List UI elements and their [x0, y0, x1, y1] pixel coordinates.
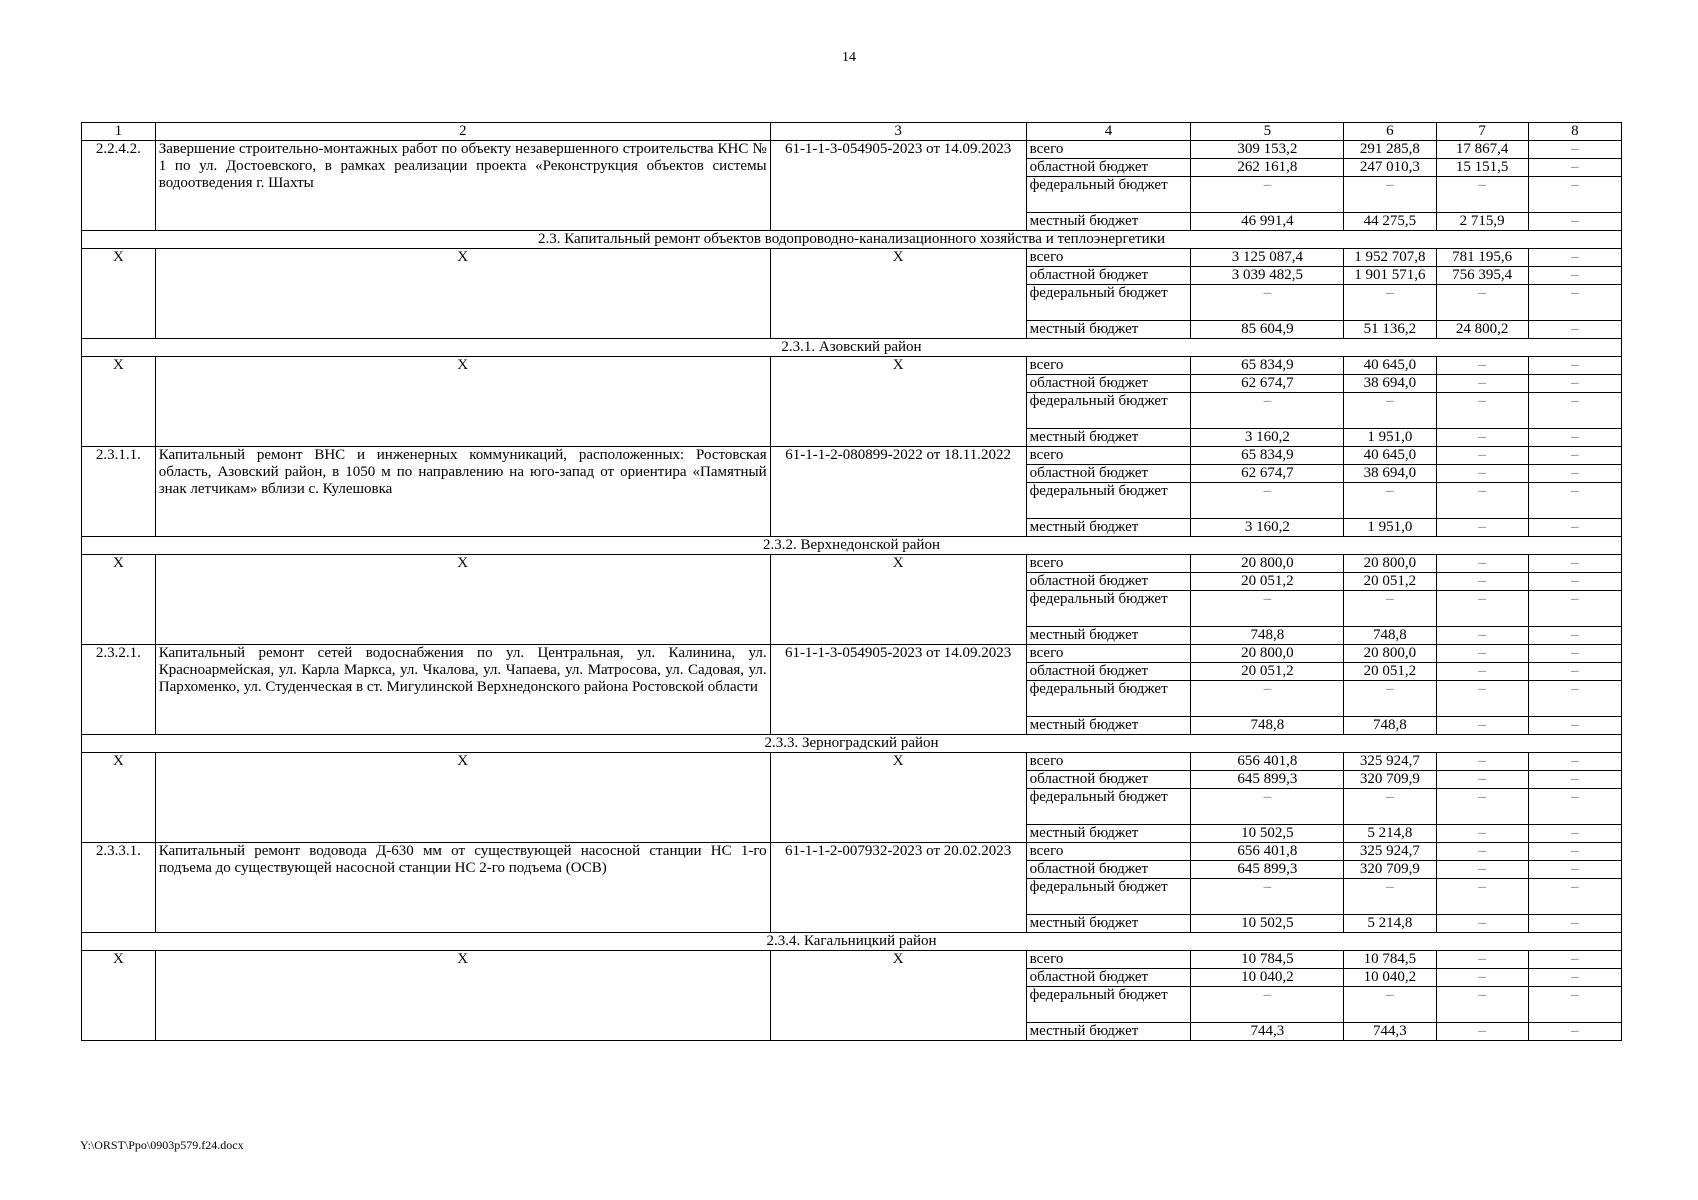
table-row	[82, 555, 1622, 573]
value-cell: 1 901 571,6	[1344, 267, 1436, 285]
value-cell: –	[1528, 519, 1621, 537]
item-registration: Х	[770, 555, 1026, 645]
value-cell: –	[1436, 825, 1528, 843]
value-cell: –	[1528, 267, 1621, 285]
value-cell: 62 674,7	[1191, 465, 1344, 483]
item-registration: 61-1-1-3-054905-2023 от 14.09.2023	[770, 141, 1026, 231]
item-registration: Х	[770, 753, 1026, 843]
value-cell: –	[1436, 915, 1528, 933]
value-cell: –	[1191, 879, 1344, 915]
value-cell: –	[1528, 591, 1621, 627]
value-cell: 46 991,4	[1191, 213, 1344, 231]
value-cell: 656 401,8	[1191, 843, 1344, 861]
value-cell: –	[1528, 645, 1621, 663]
funding-source: областной бюджет	[1026, 573, 1191, 591]
value-cell: 247 010,3	[1344, 159, 1436, 177]
value-cell: –	[1436, 789, 1528, 825]
value-cell: –	[1344, 987, 1436, 1023]
value-cell: 10 502,5	[1191, 825, 1344, 843]
item-number: 2.2.4.2.	[82, 141, 156, 231]
value-cell: 325 924,7	[1344, 843, 1436, 861]
item-number: Х	[82, 357, 156, 447]
item-name: Завершение строительно-монтажных работ по объекту незавершенного строительства КНС № 1 по ул. Достоевского, в рамках реализации проекта «Реконструкция объектов системы водоотведения г. Шахты	[155, 141, 770, 231]
funding-source: местный бюджет	[1026, 429, 1191, 447]
funding-source: областной бюджет	[1026, 969, 1191, 987]
value-cell: –	[1528, 555, 1621, 573]
item-number: Х	[82, 249, 156, 339]
section-title: 2.3.4. Кагальницкий район	[82, 933, 1622, 951]
value-cell: 645 899,3	[1191, 861, 1344, 879]
value-cell: –	[1528, 447, 1621, 465]
value-cell: 24 800,2	[1436, 321, 1528, 339]
value-cell: 38 694,0	[1344, 375, 1436, 393]
table-row	[82, 645, 1622, 663]
value-cell: 1 951,0	[1344, 519, 1436, 537]
funding-source: всего	[1026, 843, 1191, 861]
item-name: Капитальный ремонт ВНС и инженерных коммуникаций, расположенных: Ростовская область, Азовский район, в 1050 м по направлению на юго-запад от ориентира «Памятный знак летчикам» вблизи с. Кулешовка	[155, 447, 770, 537]
value-cell: 645 899,3	[1191, 771, 1344, 789]
value-cell: –	[1191, 177, 1344, 213]
value-cell: –	[1436, 969, 1528, 987]
item-name: Капитальный ремонт водовода Д-630 мм от существующей насосной станции НС 1-го подъема до существующей насосной станции НС 2-го подъема (ОСВ)	[155, 843, 770, 933]
value-cell: –	[1528, 141, 1621, 159]
table-row	[82, 141, 1622, 159]
item-name: Х	[155, 555, 770, 645]
value-cell: –	[1528, 681, 1621, 717]
funding-source: всего	[1026, 645, 1191, 663]
funding-source: областной бюджет	[1026, 861, 1191, 879]
section-title: 2.3.2. Верхнедонской район	[82, 537, 1622, 555]
value-cell: 62 674,7	[1191, 375, 1344, 393]
item-registration: Х	[770, 249, 1026, 339]
column-number-cell: 4	[1026, 123, 1191, 141]
value-cell: –	[1528, 573, 1621, 591]
value-cell: –	[1528, 861, 1621, 879]
value-cell: –	[1528, 393, 1621, 429]
table-row	[82, 753, 1622, 771]
funding-source: всего	[1026, 249, 1191, 267]
value-cell: 3 039 482,5	[1191, 267, 1344, 285]
value-cell: –	[1344, 591, 1436, 627]
section-row	[82, 735, 1622, 753]
value-cell: 10 502,5	[1191, 915, 1344, 933]
value-cell: –	[1344, 177, 1436, 213]
page-number: 14	[842, 50, 856, 65]
value-cell: –	[1436, 861, 1528, 879]
column-number-cell: 7	[1436, 123, 1528, 141]
funding-source: областной бюджет	[1026, 159, 1191, 177]
value-cell: 1 952 707,8	[1344, 249, 1436, 267]
value-cell: –	[1528, 717, 1621, 735]
value-cell: 20 051,2	[1344, 573, 1436, 591]
funding-source: федеральный бюджет	[1026, 879, 1191, 915]
value-cell: –	[1436, 627, 1528, 645]
funding-source: федеральный бюджет	[1026, 285, 1191, 321]
value-cell: –	[1528, 789, 1621, 825]
value-cell: –	[1436, 717, 1528, 735]
table-row	[82, 951, 1622, 969]
value-cell: –	[1436, 519, 1528, 537]
value-cell: 3 125 087,4	[1191, 249, 1344, 267]
value-cell: 1 951,0	[1344, 429, 1436, 447]
column-number-cell: 2	[155, 123, 770, 141]
item-registration: Х	[770, 951, 1026, 1041]
value-cell: –	[1528, 1023, 1621, 1041]
value-cell: –	[1436, 843, 1528, 861]
funding-source: федеральный бюджет	[1026, 177, 1191, 213]
item-number: 2.3.3.1.	[82, 843, 156, 933]
value-cell: 65 834,9	[1191, 357, 1344, 375]
value-cell: –	[1528, 951, 1621, 969]
value-cell: 5 214,8	[1344, 825, 1436, 843]
value-cell: –	[1436, 555, 1528, 573]
funding-source: местный бюджет	[1026, 717, 1191, 735]
value-cell: –	[1528, 627, 1621, 645]
value-cell: 10 784,5	[1191, 951, 1344, 969]
value-cell: 10 040,2	[1191, 969, 1344, 987]
funding-source: местный бюджет	[1026, 915, 1191, 933]
value-cell: 320 709,9	[1344, 771, 1436, 789]
column-number-cell: 1	[82, 123, 156, 141]
item-number: Х	[82, 951, 156, 1041]
funding-source: местный бюджет	[1026, 213, 1191, 231]
value-cell: –	[1344, 879, 1436, 915]
value-cell: 320 709,9	[1344, 861, 1436, 879]
column-number-cell: 3	[770, 123, 1026, 141]
value-cell: 748,8	[1344, 717, 1436, 735]
value-cell: –	[1436, 681, 1528, 717]
funding-source: федеральный бюджет	[1026, 393, 1191, 429]
value-cell: 20 051,2	[1191, 663, 1344, 681]
value-cell: –	[1191, 987, 1344, 1023]
value-cell: 262 161,8	[1191, 159, 1344, 177]
value-cell: –	[1528, 825, 1621, 843]
value-cell: –	[1436, 285, 1528, 321]
table-row	[82, 447, 1622, 465]
table-body	[82, 123, 1622, 1041]
value-cell: –	[1528, 969, 1621, 987]
funding-source: всего	[1026, 447, 1191, 465]
value-cell: –	[1528, 321, 1621, 339]
item-number: 2.3.2.1.	[82, 645, 156, 735]
item-registration: 61-1-1-3-054905-2023 от 14.09.2023	[770, 645, 1026, 735]
value-cell: –	[1528, 249, 1621, 267]
funding-source: федеральный бюджет	[1026, 681, 1191, 717]
section-row	[82, 339, 1622, 357]
value-cell: –	[1436, 753, 1528, 771]
item-name: Х	[155, 951, 770, 1041]
funding-source: местный бюджет	[1026, 825, 1191, 843]
funding-source: областной бюджет	[1026, 267, 1191, 285]
column-number-row	[82, 123, 1622, 141]
item-name: Х	[155, 357, 770, 447]
value-cell: –	[1436, 393, 1528, 429]
value-cell: –	[1528, 213, 1621, 231]
value-cell: 20 051,2	[1344, 663, 1436, 681]
table-row	[82, 843, 1622, 861]
value-cell: 748,8	[1191, 627, 1344, 645]
value-cell: 748,8	[1191, 717, 1344, 735]
value-cell: –	[1528, 753, 1621, 771]
section-title: 2.3.1. Азовский район	[82, 339, 1622, 357]
item-number: 2.3.1.1.	[82, 447, 156, 537]
value-cell: –	[1436, 375, 1528, 393]
value-cell: –	[1528, 987, 1621, 1023]
funding-source: федеральный бюджет	[1026, 483, 1191, 519]
value-cell: –	[1436, 177, 1528, 213]
section-row	[82, 933, 1622, 951]
value-cell: –	[1528, 465, 1621, 483]
footer-file-path: Y:\ORST\Ppo\0903p579.f24.docx	[80, 1138, 244, 1152]
value-cell: –	[1436, 483, 1528, 519]
table-row	[82, 249, 1622, 267]
value-cell: –	[1528, 915, 1621, 933]
value-cell: –	[1191, 591, 1344, 627]
section-row	[82, 537, 1622, 555]
value-cell: 20 800,0	[1191, 555, 1344, 573]
funding-source: местный бюджет	[1026, 519, 1191, 537]
item-number: Х	[82, 753, 156, 843]
value-cell: 3 160,2	[1191, 429, 1344, 447]
value-cell: 17 867,4	[1436, 141, 1528, 159]
value-cell: –	[1528, 375, 1621, 393]
value-cell: –	[1528, 483, 1621, 519]
value-cell: –	[1436, 987, 1528, 1023]
value-cell: –	[1436, 357, 1528, 375]
value-cell: 744,3	[1191, 1023, 1344, 1041]
value-cell: 3 160,2	[1191, 519, 1344, 537]
funding-source: всего	[1026, 753, 1191, 771]
value-cell: –	[1528, 159, 1621, 177]
funding-source: областной бюджет	[1026, 771, 1191, 789]
value-cell: 10 040,2	[1344, 969, 1436, 987]
value-cell: 748,8	[1344, 627, 1436, 645]
value-cell: –	[1436, 591, 1528, 627]
column-number-cell: 5	[1191, 123, 1344, 141]
value-cell: 20 800,0	[1344, 555, 1436, 573]
value-cell: 20 051,2	[1191, 573, 1344, 591]
column-number-cell: 8	[1528, 123, 1621, 141]
funding-source: федеральный бюджет	[1026, 591, 1191, 627]
funding-source: областной бюджет	[1026, 663, 1191, 681]
value-cell: –	[1191, 789, 1344, 825]
value-cell: 5 214,8	[1344, 915, 1436, 933]
value-cell: 40 645,0	[1344, 447, 1436, 465]
value-cell: 65 834,9	[1191, 447, 1344, 465]
value-cell: 85 604,9	[1191, 321, 1344, 339]
value-cell: –	[1191, 681, 1344, 717]
value-cell: 38 694,0	[1344, 465, 1436, 483]
item-registration: 61-1-1-2-080899-2022 от 18.11.2022	[770, 447, 1026, 537]
value-cell: 10 784,5	[1344, 951, 1436, 969]
value-cell: 40 645,0	[1344, 357, 1436, 375]
item-registration: Х	[770, 357, 1026, 447]
value-cell: –	[1528, 879, 1621, 915]
value-cell: –	[1436, 465, 1528, 483]
value-cell: 325 924,7	[1344, 753, 1436, 771]
value-cell: –	[1344, 285, 1436, 321]
value-cell: –	[1344, 681, 1436, 717]
value-cell: –	[1344, 789, 1436, 825]
value-cell: 781 195,6	[1436, 249, 1528, 267]
section-row	[82, 231, 1622, 249]
funding-source: местный бюджет	[1026, 627, 1191, 645]
column-number-cell: 6	[1344, 123, 1436, 141]
value-cell: –	[1436, 663, 1528, 681]
value-cell: –	[1436, 1023, 1528, 1041]
section-title: 2.3. Капитальный ремонт объектов водопроводно-канализационного хозяйства и теплоэнергетики	[82, 231, 1622, 249]
value-cell: –	[1528, 843, 1621, 861]
value-cell: 20 800,0	[1344, 645, 1436, 663]
value-cell: –	[1436, 429, 1528, 447]
value-cell: –	[1436, 951, 1528, 969]
value-cell: 44 275,5	[1344, 213, 1436, 231]
value-cell: –	[1528, 285, 1621, 321]
item-registration: 61-1-1-2-007932-2023 от 20.02.2023	[770, 843, 1026, 933]
value-cell: –	[1436, 447, 1528, 465]
value-cell: 15 151,5	[1436, 159, 1528, 177]
funding-source: всего	[1026, 951, 1191, 969]
table-row	[82, 357, 1622, 375]
item-name: Капитальный ремонт сетей водоснабжения по ул. Центральная, ул. Калинина, ул. Красноармейская, ул. Карла Маркса, ул. Чкалова, ул. Чапаева, ул. Матросова, ул. Садовая, ул. Пархоменко, ул. Студенческая в ст. Мигулинской Верхнедонского района Ростовской области	[155, 645, 770, 735]
value-cell: –	[1191, 285, 1344, 321]
value-cell: 2 715,9	[1436, 213, 1528, 231]
item-name: Х	[155, 249, 770, 339]
value-cell: –	[1191, 393, 1344, 429]
value-cell: –	[1528, 663, 1621, 681]
value-cell: 291 285,8	[1344, 141, 1436, 159]
funding-source: областной бюджет	[1026, 465, 1191, 483]
value-cell: –	[1528, 177, 1621, 213]
value-cell: 20 800,0	[1191, 645, 1344, 663]
value-cell: –	[1528, 429, 1621, 447]
value-cell: 309 153,2	[1191, 141, 1344, 159]
item-name: Х	[155, 753, 770, 843]
value-cell: 656 401,8	[1191, 753, 1344, 771]
item-number: Х	[82, 555, 156, 645]
value-cell: 51 136,2	[1344, 321, 1436, 339]
funding-source: местный бюджет	[1026, 1023, 1191, 1041]
funding-source: всего	[1026, 357, 1191, 375]
funding-source: всего	[1026, 555, 1191, 573]
value-cell: 756 395,4	[1436, 267, 1528, 285]
value-cell: –	[1344, 483, 1436, 519]
value-cell: 744,3	[1344, 1023, 1436, 1041]
value-cell: –	[1191, 483, 1344, 519]
value-cell: –	[1436, 879, 1528, 915]
value-cell: –	[1528, 357, 1621, 375]
section-title: 2.3.3. Зерноградский район	[82, 735, 1622, 753]
funding-source: всего	[1026, 141, 1191, 159]
value-cell: –	[1344, 393, 1436, 429]
value-cell: –	[1436, 771, 1528, 789]
value-cell: –	[1436, 573, 1528, 591]
value-cell: –	[1436, 645, 1528, 663]
budget-table	[81, 122, 1622, 1041]
funding-source: федеральный бюджет	[1026, 987, 1191, 1023]
funding-source: федеральный бюджет	[1026, 789, 1191, 825]
value-cell: –	[1528, 771, 1621, 789]
funding-source: областной бюджет	[1026, 375, 1191, 393]
funding-source: местный бюджет	[1026, 321, 1191, 339]
